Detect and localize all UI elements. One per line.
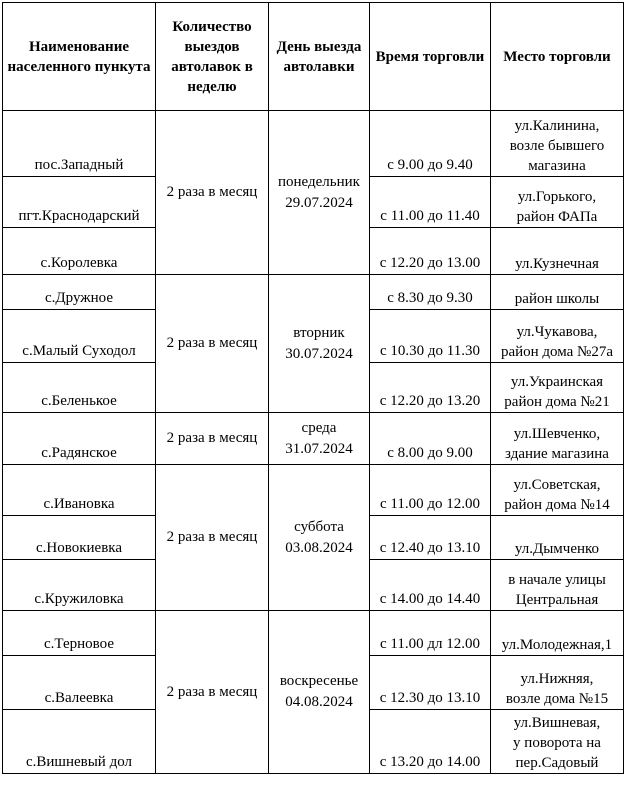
place-cell xyxy=(491,228,624,275)
settlement-cell: с.Вишневый дол xyxy=(3,710,156,774)
time-cell: с 9.00 до 9.40 xyxy=(370,111,491,177)
day-cell xyxy=(269,413,370,465)
time-cell: с 12.20 до 13.20 xyxy=(370,363,491,413)
day-cell xyxy=(269,465,370,611)
place-cell xyxy=(491,177,624,228)
frequency-cell: 2 раза в месяц xyxy=(156,465,269,611)
place-line: ул.Советская, xyxy=(513,477,601,493)
place-line: ул.Нижняя, xyxy=(520,671,594,687)
time-cell: с 13.20 до 14.00 xyxy=(370,710,491,774)
place-line: район дома №27а xyxy=(500,344,614,360)
place-line: ул.Шевченко, xyxy=(513,426,601,442)
settlement-cell: с.Валеевка xyxy=(3,656,156,710)
settlement-cell: с.Дружное xyxy=(3,275,156,310)
place-line: район дома №21 xyxy=(504,394,610,410)
table-row xyxy=(3,465,624,516)
header-settlement: Наименование населенного пункута xyxy=(3,3,156,111)
time-cell: с 8.30 до 9.30 xyxy=(370,275,491,310)
time-cell: с 11.00 до 11.40 xyxy=(370,177,491,228)
time-cell: с 8.00 до 9.00 xyxy=(370,413,491,465)
header-trips-per-week: Количество выездов автолавок в неделю xyxy=(156,3,269,111)
place-cell xyxy=(491,656,624,710)
place-cell xyxy=(491,560,624,611)
header-trade-place: Место торговли xyxy=(491,3,624,111)
place-line: ул.Кузнечная xyxy=(515,256,599,272)
place-line: район ФАПа xyxy=(516,209,598,225)
place-line: ул.Дымченко xyxy=(514,541,600,557)
place-cell xyxy=(491,465,624,516)
place-line: ул.Чукавова, xyxy=(516,324,598,340)
schedule-body xyxy=(3,111,624,774)
place-cell xyxy=(491,710,624,774)
day-cell xyxy=(269,275,370,413)
settlement-cell: с.Малый Суходол xyxy=(3,310,156,363)
place-line: здание магазина xyxy=(505,446,609,462)
time-cell: с 12.20 до 13.00 xyxy=(370,228,491,275)
day-date: 30.07.2024 xyxy=(285,345,353,362)
frequency-cell: 2 раза в месяц xyxy=(156,275,269,413)
day-date: 29.07.2024 xyxy=(285,194,353,211)
time-cell: с 12.30 до 13.10 xyxy=(370,656,491,710)
time-cell: с 11.00 дл 12.00 xyxy=(370,611,491,656)
settlement-cell: с.Новокиевка xyxy=(3,516,156,560)
place-cell xyxy=(491,111,624,177)
frequency-cell: 2 раза в месяц xyxy=(156,611,269,774)
time-cell: с 11.00 до 12.00 xyxy=(370,465,491,516)
settlement-cell: с.Радянское xyxy=(3,413,156,465)
place-line: возле дома №15 xyxy=(505,691,609,707)
place-line: ул.Горького, xyxy=(517,189,597,205)
place-cell xyxy=(491,275,624,310)
settlement-cell: пос.Западный xyxy=(3,111,156,177)
place-cell xyxy=(491,611,624,656)
header-trade-time: Время торговли xyxy=(370,3,491,111)
settlement-cell: с.Беленькое xyxy=(3,363,156,413)
settlement-cell: с.Кружиловка xyxy=(3,560,156,611)
table-row xyxy=(3,611,624,656)
frequency-cell: 2 раза в месяц xyxy=(156,111,269,275)
day-cell xyxy=(269,611,370,774)
day-name: вторник xyxy=(293,324,345,341)
place-line: ул.Вишневая, xyxy=(513,715,601,731)
header-row xyxy=(3,3,624,111)
settlement-cell: с.Ивановка xyxy=(3,465,156,516)
day-name: понедельник xyxy=(278,173,360,190)
time-cell: с 14.00 до 14.40 xyxy=(370,560,491,611)
frequency-cell: 2 раза в месяц xyxy=(156,413,269,465)
time-cell: с 10.30 до 11.30 xyxy=(370,310,491,363)
place-line: район школы xyxy=(514,291,600,307)
day-date: 04.08.2024 xyxy=(285,694,353,710)
place-line: ул.Молодежная,1 xyxy=(501,637,613,653)
place-line: возле бывшего xyxy=(509,138,605,154)
settlement-cell: с.Терновое xyxy=(3,611,156,656)
schedule-table xyxy=(2,2,624,774)
time-cell: с 12.40 до 13.10 xyxy=(370,516,491,560)
settlement-cell: с.Королевка xyxy=(3,228,156,275)
day-name: суббота xyxy=(294,518,344,535)
place-line: Центральная xyxy=(515,592,599,608)
place-cell xyxy=(491,516,624,560)
table-row xyxy=(3,413,624,465)
day-date: 03.08.2024 xyxy=(285,539,353,556)
place-cell xyxy=(491,413,624,465)
day-name: среда xyxy=(301,419,337,436)
place-line: ул.Калинина, xyxy=(514,118,600,134)
day-date: 31.07.2024 xyxy=(285,440,353,457)
place-line: ул.Украинская xyxy=(510,374,604,390)
table-row xyxy=(3,275,624,310)
day-cell xyxy=(269,111,370,275)
table-row xyxy=(3,111,624,177)
place-line: в начале улицы xyxy=(508,572,606,588)
place-cell xyxy=(491,310,624,363)
place-cell xyxy=(491,363,624,413)
place-line: район дома №14 xyxy=(504,497,610,513)
place-line: пер.Садовый xyxy=(515,755,599,771)
settlement-cell: пгт.Краснодарский xyxy=(3,177,156,228)
header-trip-day: День выезда автолавки xyxy=(269,3,370,111)
day-name: воскресенье xyxy=(279,673,359,689)
place-line: магазина xyxy=(528,158,586,174)
place-line: у поворота на xyxy=(513,735,601,751)
